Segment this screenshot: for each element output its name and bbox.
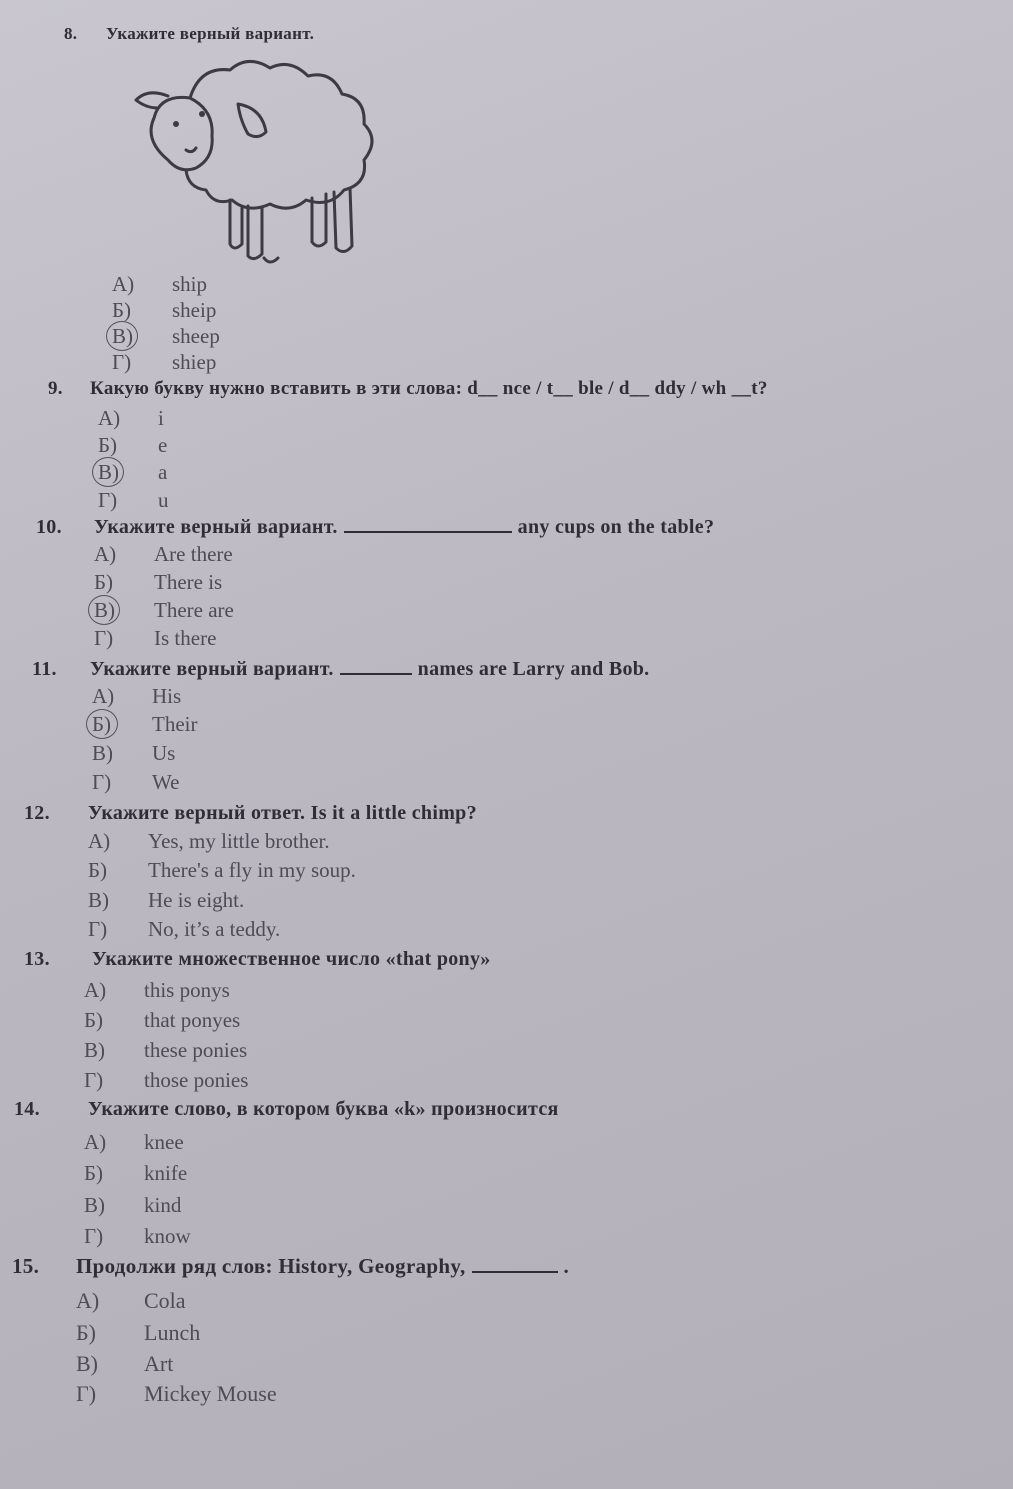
option-letter: А) — [84, 1130, 107, 1154]
option-9a — [98, 406, 164, 431]
option-12d — [88, 917, 280, 942]
option-text: Art — [144, 1351, 174, 1376]
question-text-after: any cups on the table? — [517, 516, 715, 538]
option-10c — [94, 598, 234, 623]
option-letter: А) — [92, 684, 115, 708]
option-letter: Г) — [98, 488, 118, 512]
option-11a — [92, 684, 181, 709]
option-letter: Б) — [84, 1008, 104, 1032]
option-15d — [76, 1381, 277, 1407]
option-text: know — [144, 1224, 191, 1248]
question-13 — [24, 948, 491, 971]
option-8a — [112, 272, 207, 297]
option-13a — [84, 978, 230, 1003]
question-text: Укажите верный вариант. — [90, 658, 334, 680]
option-14c — [84, 1193, 181, 1218]
option-letter: В) — [88, 888, 109, 912]
option-8b — [112, 298, 216, 323]
option-text: u — [158, 488, 169, 512]
option-11c — [92, 741, 175, 766]
option-letter: Б) — [98, 433, 118, 457]
option-text: Is there — [154, 626, 217, 650]
option-12c — [88, 888, 244, 913]
answer-blank — [344, 517, 512, 533]
option-text: There are — [154, 598, 234, 622]
option-13b — [84, 1008, 240, 1033]
question-number: 12. — [24, 802, 50, 824]
option-letter: Г) — [76, 1381, 97, 1406]
option-11d — [92, 770, 179, 795]
option-text: this ponys — [144, 978, 230, 1002]
option-letter-circled: В) — [112, 324, 172, 349]
option-letter: Б) — [76, 1320, 96, 1345]
option-14b — [84, 1161, 187, 1186]
option-letter: Г) — [112, 350, 132, 374]
question-text: Укажите слово, в котором буква «k» произносится — [88, 1098, 559, 1120]
option-10b — [94, 570, 222, 595]
question-text: Укажите верный ответ. Is it a little chimp? — [88, 802, 477, 824]
option-12a — [88, 829, 330, 854]
option-text: i — [158, 406, 164, 430]
option-letter: А) — [88, 829, 111, 853]
option-text: e — [158, 433, 168, 457]
question-text: Укажите множественное число «that pony» — [92, 948, 491, 970]
option-text: He is eight. — [148, 888, 245, 912]
question-12 — [24, 802, 477, 825]
question-number: 10. — [36, 516, 62, 538]
option-text: There's a fly in my soup. — [148, 858, 356, 882]
option-text: shiep — [172, 350, 217, 374]
question-14 — [14, 1098, 559, 1121]
question-number: 13. — [24, 948, 50, 970]
question-number: 8. — [64, 24, 78, 43]
option-text: kind — [144, 1193, 182, 1217]
option-13c — [84, 1038, 247, 1063]
option-9c — [98, 460, 167, 485]
question-text: Укажите верный вариант. — [94, 516, 338, 538]
option-text: these ponies — [144, 1038, 248, 1062]
question-number: 9. — [48, 378, 63, 399]
question-9 — [48, 378, 768, 400]
option-15c — [76, 1351, 173, 1377]
option-15a — [76, 1288, 186, 1314]
question-text-after: . — [563, 1254, 570, 1278]
option-text: that ponyes — [144, 1008, 241, 1032]
question-number: 15. — [12, 1254, 40, 1278]
option-letter: В) — [84, 1193, 105, 1217]
answer-blank — [340, 659, 412, 675]
option-letter: В) — [92, 741, 113, 765]
option-text: a — [158, 460, 168, 484]
option-letter-circled: В) — [98, 460, 158, 485]
option-letter: А) — [84, 978, 107, 1002]
option-letter: Г) — [88, 917, 108, 941]
option-letter: А) — [76, 1288, 100, 1313]
option-8d — [112, 350, 216, 375]
option-letter: Г) — [84, 1068, 104, 1092]
option-letter: Г) — [94, 626, 114, 650]
option-text: We — [152, 770, 180, 794]
answer-blank — [472, 1257, 558, 1273]
option-9b — [98, 433, 167, 458]
option-14a — [84, 1130, 184, 1155]
option-text: Mickey Mouse — [144, 1381, 277, 1406]
option-text: No, it’s a teddy. — [148, 917, 281, 941]
option-letter-circled: Б) — [92, 712, 152, 737]
option-letter: Б) — [94, 570, 114, 594]
question-text: Укажите верный вариант. — [106, 24, 315, 43]
option-text: Us — [152, 741, 176, 765]
option-letter: Б) — [112, 298, 132, 322]
option-letter: Г) — [84, 1224, 104, 1248]
option-10d — [94, 626, 216, 651]
option-letter: В) — [76, 1351, 98, 1376]
option-letter: Г) — [92, 770, 112, 794]
question-8 — [64, 24, 314, 44]
option-text: sheep — [172, 324, 220, 348]
option-text: Are there — [154, 542, 233, 566]
option-9d — [98, 488, 169, 513]
question-10 — [36, 516, 714, 539]
question-number: 11. — [32, 658, 57, 680]
option-text: Lunch — [144, 1320, 201, 1345]
option-letter-circled: В) — [94, 598, 154, 623]
option-text: His — [152, 684, 182, 708]
option-8c — [112, 324, 220, 349]
option-14d — [84, 1224, 191, 1249]
option-text: knife — [144, 1161, 188, 1185]
option-text: sheip — [172, 298, 217, 322]
option-13d — [84, 1068, 248, 1093]
option-letter: Б) — [84, 1161, 104, 1185]
question-11 — [32, 658, 649, 681]
sheep-illustration — [130, 48, 410, 270]
question-text: Продолжи ряд слов: History, Geography, — [76, 1254, 466, 1278]
question-text-after: names are Larry and Bob. — [417, 658, 650, 680]
question-text: Какую букву нужно вставить в эти слова: d__ nce / t__ ble / d__ ddy / wh __t? — [90, 378, 768, 399]
option-letter: А) — [112, 272, 135, 296]
option-letter: А) — [94, 542, 117, 566]
option-11b — [92, 712, 197, 737]
option-text: Cola — [144, 1288, 186, 1313]
question-15 — [12, 1254, 569, 1279]
option-text: ship — [172, 272, 208, 296]
option-12b — [88, 858, 356, 883]
option-text: those ponies — [144, 1068, 249, 1092]
option-15b — [76, 1320, 200, 1346]
question-number: 14. — [14, 1098, 40, 1120]
option-letter: А) — [98, 406, 121, 430]
option-10a — [94, 542, 233, 567]
option-letter: Б) — [88, 858, 108, 882]
option-text: Their — [152, 712, 198, 736]
option-text: Yes, my little brother. — [148, 829, 330, 853]
option-letter: В) — [84, 1038, 105, 1062]
option-text: knee — [144, 1130, 184, 1154]
option-text: There is — [154, 570, 223, 594]
